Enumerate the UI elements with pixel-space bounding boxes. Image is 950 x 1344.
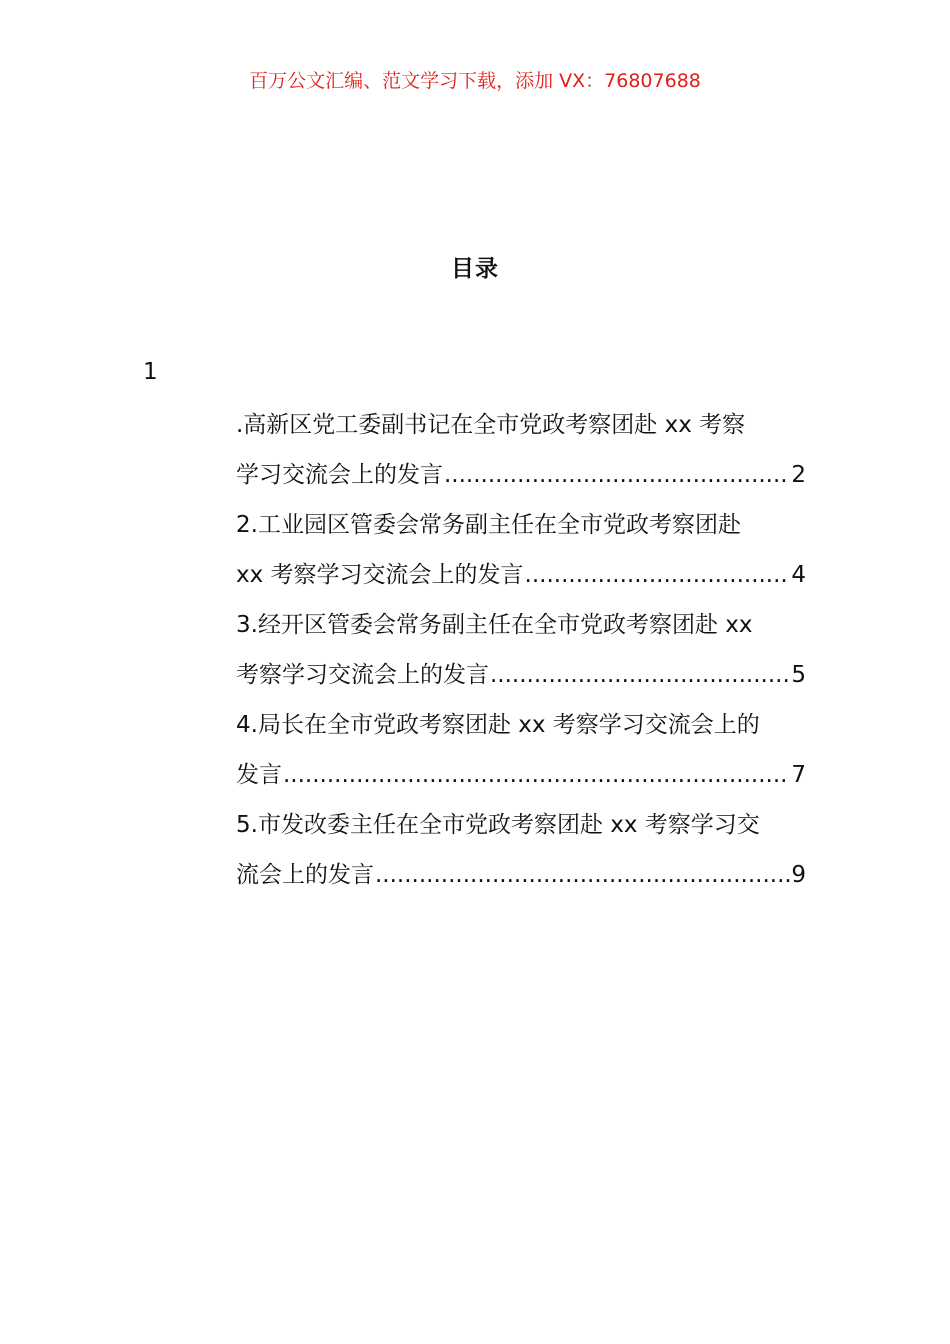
toc-entry-line2	[236, 750, 806, 800]
dot-leader	[444, 450, 790, 500]
toc-entry-line2	[236, 550, 806, 600]
toc-entry-text: 3.经开区管委会常务副主任在全市党政考察团赴 xx	[236, 612, 753, 638]
toc-entry-text: .高新区党工委副书记在全市党政考察团赴 xx 考察	[236, 412, 746, 438]
dot-leader	[283, 750, 790, 800]
toc-page-number: 5	[791, 662, 806, 688]
toc-entry-text-continued: xx 考察学习交流会上的发言	[236, 562, 524, 588]
toc-page-number: 2	[791, 462, 806, 488]
dot-leader	[490, 650, 790, 700]
toc-leading-number: 1	[143, 359, 158, 385]
toc-entry-5[interactable]	[236, 800, 806, 900]
toc-entry-text-continued: 发言	[236, 762, 282, 788]
toc-entry-text-continued: 学习交流会上的发言	[236, 462, 443, 488]
toc-entry-1[interactable]	[236, 400, 806, 500]
toc-entry-text: 4.局长在全市党政考察团赴 xx 考察学习交流会上的	[236, 712, 760, 738]
toc-entry-text-continued: 考察学习交流会上的发言	[236, 662, 489, 688]
toc-entry-text: 2.工业园区管委会常务副主任在全市党政考察团赴	[236, 512, 741, 538]
dot-leader	[525, 550, 791, 600]
toc-entry-line2	[236, 450, 806, 500]
toc-title: 目录	[451, 256, 499, 282]
toc-entry-3[interactable]	[236, 600, 806, 700]
toc-entry-text-continued: 流会上的发言	[236, 862, 374, 888]
toc-entry-4[interactable]	[236, 700, 806, 800]
toc-entry-line2	[236, 650, 806, 700]
toc-page-number: 9	[791, 862, 806, 888]
toc-entry-2[interactable]	[236, 500, 806, 600]
toc-entry-text: 5.市发改委主任在全市党政考察团赴 xx 考察学习交	[236, 812, 760, 838]
toc-list	[236, 400, 806, 900]
toc-entry-line2	[236, 850, 806, 900]
dot-leader	[375, 850, 790, 900]
toc-page-number: 7	[791, 762, 806, 788]
toc-page-number: 4	[791, 562, 806, 588]
header-note: 百万公文汇编、范文学习下载，添加 VX：76807688	[249, 70, 701, 92]
